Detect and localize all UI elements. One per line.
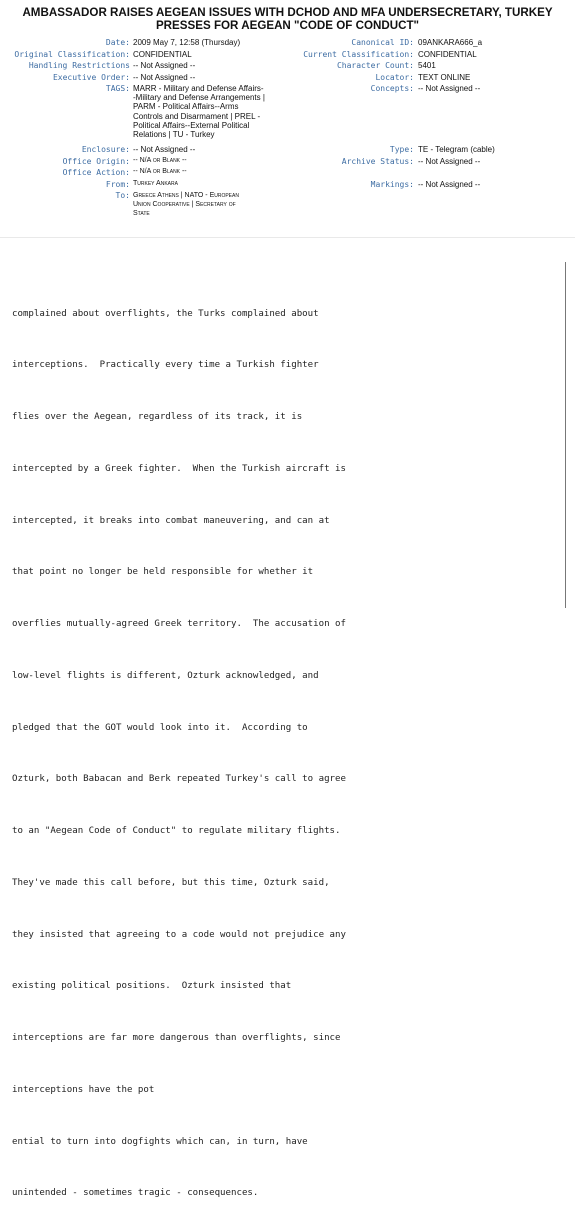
canonical-id-label: Canonical ID: — [351, 38, 414, 47]
tags-line: MARR - Military and Defense Affairs- — [133, 84, 264, 93]
body-line: They've made this call before, but this time, Ozturk said, — [12, 877, 330, 888]
body-line: pledged that the GOT would look into it. According to — [12, 722, 308, 733]
scrollbar-track[interactable] — [565, 262, 566, 608]
to-value — [133, 191, 239, 219]
archive-status-label: Archive Status: — [341, 157, 414, 166]
date-label: Date: — [105, 38, 130, 47]
body-line: to an "Aegean Code of Conduct" to regulate military flights. — [12, 826, 341, 836]
concepts-value: -- Not Assigned -- — [418, 84, 481, 93]
tags-label: TAGS: — [105, 84, 130, 93]
from-label: From: — [105, 180, 130, 189]
character-count-value: 5401 — [418, 61, 436, 70]
body-line: ential to turn into dogfights which can, in turn, have — [12, 1136, 308, 1147]
type-value: TE - Telegram (cable) — [418, 145, 495, 154]
locator-label: Locator: — [375, 73, 414, 82]
archive-status-value: -- Not Assigned -- — [418, 157, 481, 166]
body-line: interceptions. Practically every time a Turkish fighter — [12, 360, 319, 371]
markings-label: Markings: — [370, 180, 414, 189]
handling-restrictions-label: Handling Restrictions — [28, 61, 130, 70]
body-line: intercepted by a Greek fighter. When the Turkish aircraft is — [12, 463, 346, 474]
date-value: 2009 May 7, 12:58 (Thursday) — [133, 38, 241, 47]
executive-order-value: -- Not Assigned -- — [133, 73, 196, 82]
current-classification-label: Current Classification: — [303, 50, 414, 59]
cable-body-text — [12, 271, 564, 1220]
tags-line: Political Affairs--External Political — [133, 120, 250, 130]
body-line: complained about overflights, the Turks complained about — [12, 308, 319, 319]
body-line: existing political positions. Ozturk insisted that — [12, 981, 292, 992]
markings-value: -- Not Assigned -- — [418, 180, 481, 189]
body-line: flies over the Aegean, regardless of its track, it is — [12, 412, 303, 422]
document-title: AMBASSADOR RAISES AEGEAN ISSUES WITH DCHOD AND MFA UNDERSECRETARY, TURKEY PRESSES FOR AEGEAN "CODE OF CONDUCT" — [22, 6, 553, 32]
section-divider — [0, 237, 575, 238]
from-value: Turkey Ankara — [133, 180, 178, 187]
body-line: unintended - sometimes tragic - consequences. — [12, 1188, 259, 1199]
body-line: interceptions are far more dangerous than overflights, since — [12, 1033, 341, 1043]
office-origin-value: -- N/A or Blank -- — [133, 157, 187, 164]
to-line: State — [133, 210, 150, 218]
to-line: Greece Athens | NATO - European — [133, 192, 239, 199]
body-line: low-level flights is different, Ozturk acknowledged, and — [12, 670, 319, 681]
body-line: overflies mutually-agreed Greek territory. The accusation of — [12, 619, 346, 629]
body-line: that point no longer be held responsible for whether it — [12, 567, 314, 578]
tags-line: Relations | TU - Turkey — [133, 130, 215, 140]
to-line: Union Cooperative | Secretary of — [133, 201, 236, 209]
body-line: Ozturk, both Babacan and Berk repeated Turkey's call to agree — [12, 774, 346, 785]
tags-value — [133, 84, 265, 139]
executive-order-label: Executive Order: — [52, 73, 130, 82]
enclosure-label: Enclosure: — [81, 145, 130, 154]
original-classification-value: CONFIDENTIAL — [133, 50, 192, 59]
character-count-label: Character Count: — [336, 61, 414, 70]
body-line: interceptions have the pot — [12, 1084, 155, 1095]
original-classification-label: Original Classification: — [14, 50, 130, 59]
concepts-label: Concepts: — [370, 84, 414, 93]
office-action-label: Office Action: — [62, 168, 130, 177]
type-label: Type: — [389, 145, 414, 154]
to-label: To: — [115, 191, 130, 200]
tags-line: -Military and Defense Arrangements | — [133, 93, 265, 103]
enclosure-value: -- Not Assigned -- — [133, 145, 196, 154]
tags-line: PARM - Political Affairs--Arms — [133, 102, 239, 112]
handling-restrictions-value: -- Not Assigned -- — [133, 61, 196, 70]
canonical-id-value: 09ANKARA666_a — [418, 38, 483, 47]
office-action-value: -- N/A or Blank -- — [133, 168, 187, 175]
body-line: they insisted that agreeing to a code would not prejudice any — [12, 929, 346, 940]
body-line: intercepted, it breaks into combat maneuvering, and can at — [12, 515, 330, 526]
tags-line: Controls and Disarmament | PREL - — [133, 111, 261, 121]
locator-value: TEXT ONLINE — [418, 73, 471, 82]
office-origin-label: Office Origin: — [62, 157, 130, 166]
current-classification-value: CONFIDENTIAL — [418, 50, 477, 59]
